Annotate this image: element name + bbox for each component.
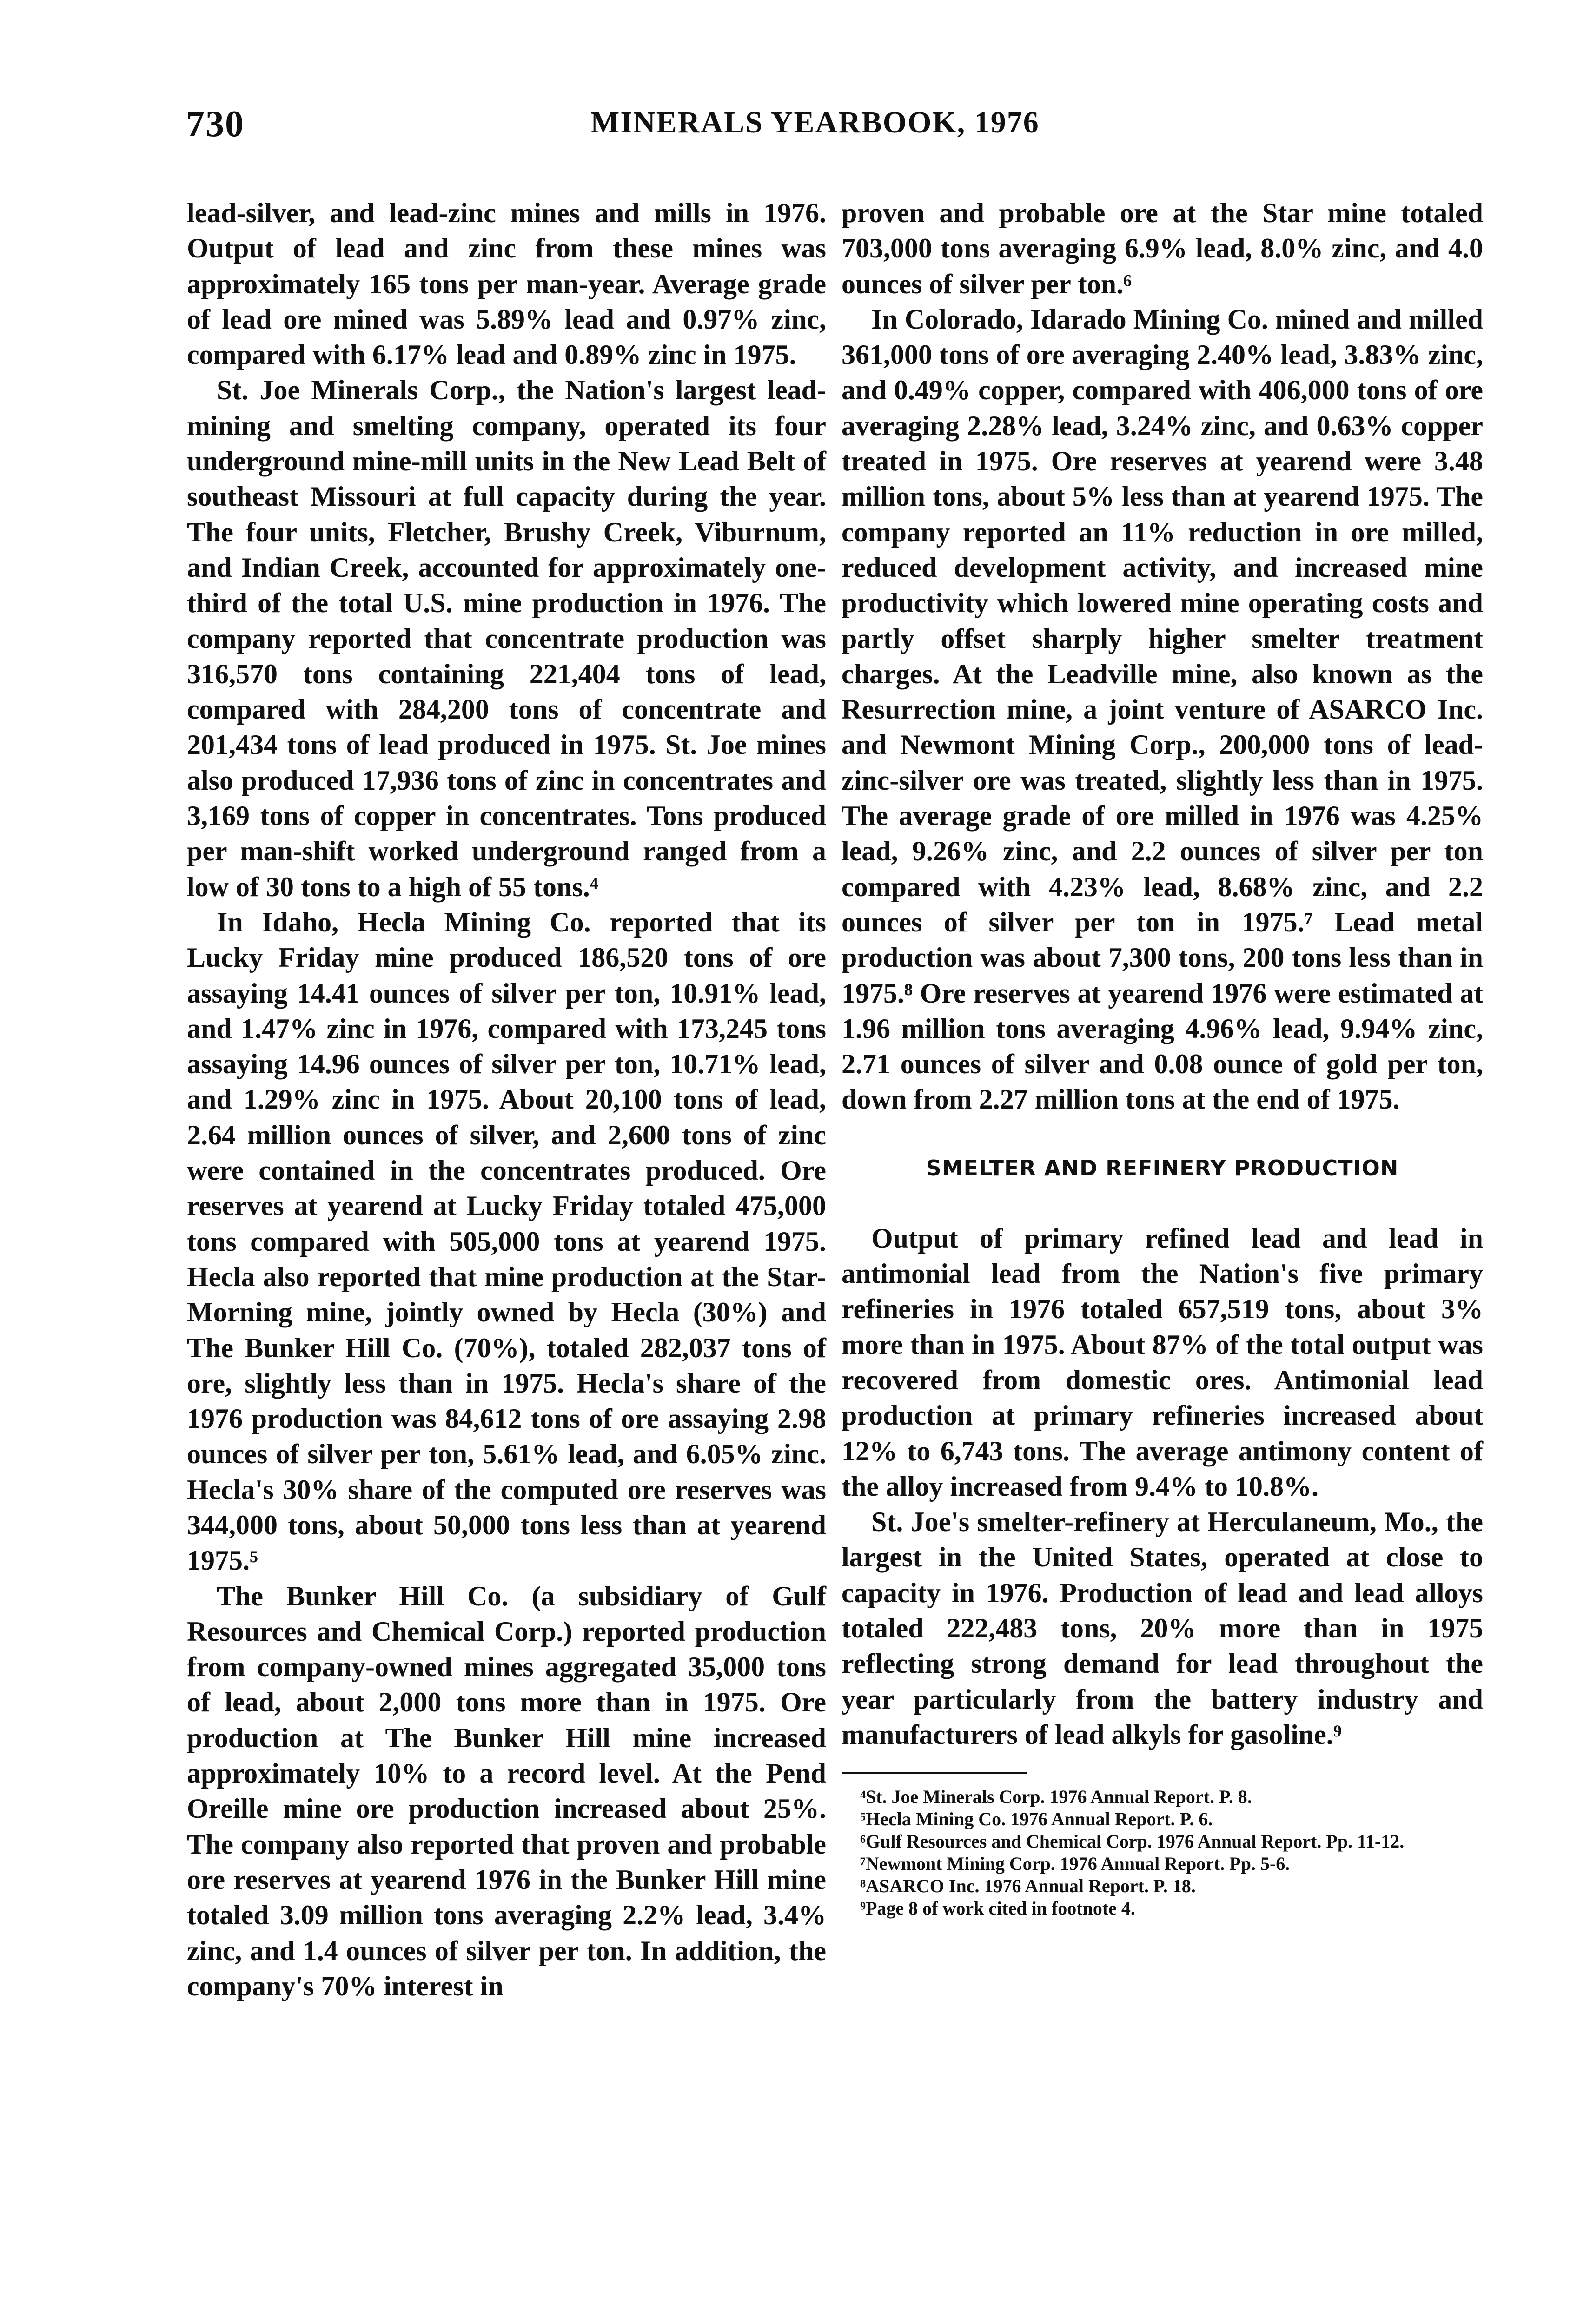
paragraph: proven and probable ore at the Star mine totaled 703,000 tons averaging 6.9% lead, 8.0% zinc, and 4.0 ounces of silver per ton.⁶ [842, 198, 1483, 299]
footnote: ⁹Page 8 of work cited in footnote 4. [860, 1898, 1135, 1919]
paragraph: St. Joe Minerals Corp., the Nation's largest lead-mining and smelting company, operated its four underground mine-mill units in the New Lead Belt of southeast Missouri at full capacity during the year. The four units, Fletcher, Brushy Creek, Viburnum, and Indian Creek, accounted for approximately one-third of the total U.S. mine production in 1976. The company reported that concentrate production was 316,570 tons containing 221,404 tons of lead, compared with 284,200 tons of concentrate and 201,434 tons of lead produced in 1975. St. Joe mines also produced 17,936 tons of zinc in concentrates and 3,169 tons of copper in concentrates. Tons produced per man-shift worked underground ranged from a low of 30 tons to a high of 55 tons.⁴ [187, 375, 826, 902]
footnote: ⁷Newmont Mining Corp. 1976 Annual Report. Pp. 5-6. [860, 1853, 1290, 1875]
page-header [186, 103, 1544, 154]
footnote-rule [842, 1772, 1027, 1774]
paragraph: In Idaho, Hecla Mining Co. reported that its Lucky Friday mine produced 186,520 tons of ore assaying 14.41 ounces of silver per ton, 10.91% lead, and 1.47% zinc in 1976, compared with 173,245 tons assaying 14.96 ounces of silver per ton, 10.71% lead, and 1.29% zinc in 1975. About 20,100 tons of lead, 2.64 million ounces of silver, and 2,600 tons of zinc were contained in the concentrates produced. Ore reserves at yearend at Lucky Friday totaled 475,000 tons compared with 505,000 tons at yearend 1975. Hecla also reported that mine production at the Star-Morning mine, jointly owned by Hecla (30%) and The Bunker Hill Co. (70%), totaled 282,037 tons of ore, slightly less than in 1975. Hecla's share of the 1976 production was 84,612 tons of ore assaying 2.98 ounces of silver per ton, 5.61% lead, and 6.05% zinc. Hecla's 30% share of the computed ore reserves was 344,000 tons, about 50,000 tons less than at yearend 1975.⁵ [187, 906, 826, 1576]
section-heading: SMELTER AND REFINERY PRODUCTION [926, 1155, 1399, 1181]
footnote: ⁶Gulf Resources and Chemical Corp. 1976 Annual Report. Pp. 11-12. [860, 1831, 1405, 1852]
page-number: 730 [186, 104, 245, 145]
running-head-title: MINERALS YEARBOOK, 1976 [590, 106, 1040, 139]
paragraph: The Bunker Hill Co. (a subsidiary of Gulf Resources and Chemical Corp.) reported production from company-owned mines aggregated 35,000 tons of lead, about 2,000 tons more than in 1975. Ore production at The Bunker Hill mine increased approximately 10% to a record level. At the Pend Oreille mine ore production increased about 25%. The company also reported that proven and probable ore reserves at yearend 1976 in the Bunker Hill mine totaled 3.09 million tons averaging 2.2% lead, 3.4% zinc, and 1.4 ounces of silver per ton. In addition, the company's 70% interest in [187, 1580, 826, 2001]
paragraph: lead-silver, and lead-zinc mines and mills in 1976. Output of lead and zinc from these mines was approximately 165 tons per man-year. Average grade of lead ore mined was 5.89% lead and 0.97% zinc, compared with 6.17% lead and 0.89% zinc in 1975. [187, 198, 826, 370]
paragraph: St. Joe's smelter-refinery at Herculaneum, Mo., the largest in the United States, operated at close to capacity in 1976. Production of lead and lead alloys totaled 222,483 tons, 20% more than in 1975 reflecting strong demand for lead throughout the year particularly from the battery industry and manufacturers of lead alkyls for gasoline.⁹ [842, 1506, 1483, 1750]
paragraph: Output of primary refined lead and lead in antimonial lead from the Nation's five primary refineries in 1976 totaled 657,519 tons, about 3% more than in 1975. About 87% of the total output was recovered from domestic ores. Antimonial lead production at primary refineries increased about 12% to 6,743 tons. The average antimony content of the alloy increased from 9.4% to 10.8%. [842, 1222, 1483, 1502]
footnote: ⁸ASARCO Inc. 1976 Annual Report. P. 18. [860, 1875, 1196, 1897]
footnotes [842, 1786, 1483, 1920]
left-column [187, 195, 826, 2004]
paragraph: In Colorado, Idarado Mining Co. mined and milled 361,000 tons of ore averaging 2.40% lead, 3.83% zinc, and 0.49% copper, compared with 406,000 tons of ore averaging 2.28% lead, 3.24% zinc, and 0.63% copper treated in 1975. Ore reserves at yearend were 3.48 million tons, about 5% less than at yearend 1975. The company reported an 11% reduction in ore milled, reduced development activity, and increased mine productivity which lowered mine operating costs and partly offset sharply higher smelter treatment charges. At the Leadville mine, also known as the Resurrection mine, a joint venture of ASARCO Inc. and Newmont Mining Corp., 200,000 tons of lead-zinc-silver ore was treated, slightly less than in 1975. The average grade of ore milled in 1976 was 4.25% lead, 9.26% zinc, and 2.2 ounces of silver per ton compared with 4.23% lead, 8.68% zinc, and 2.2 ounces of silver per ton in 1975.⁷ Lead metal production was about 7,300 tons, 200 tons less than in 1975.⁸ Ore reserves at yearend 1976 were estimated at 1.96 million tons averaging 4.96% lead, 9.94% zinc, 2.71 ounces of silver and 0.08 ounce of gold per ton, down from 2.27 million tons at the end of 1975. [842, 304, 1483, 1115]
right-column [842, 195, 1483, 1920]
footnote: ⁵Hecla Mining Co. 1976 Annual Report. P. 6. [860, 1809, 1213, 1830]
footnote: ⁴St. Joe Minerals Corp. 1976 Annual Report. P. 8. [860, 1786, 1252, 1808]
